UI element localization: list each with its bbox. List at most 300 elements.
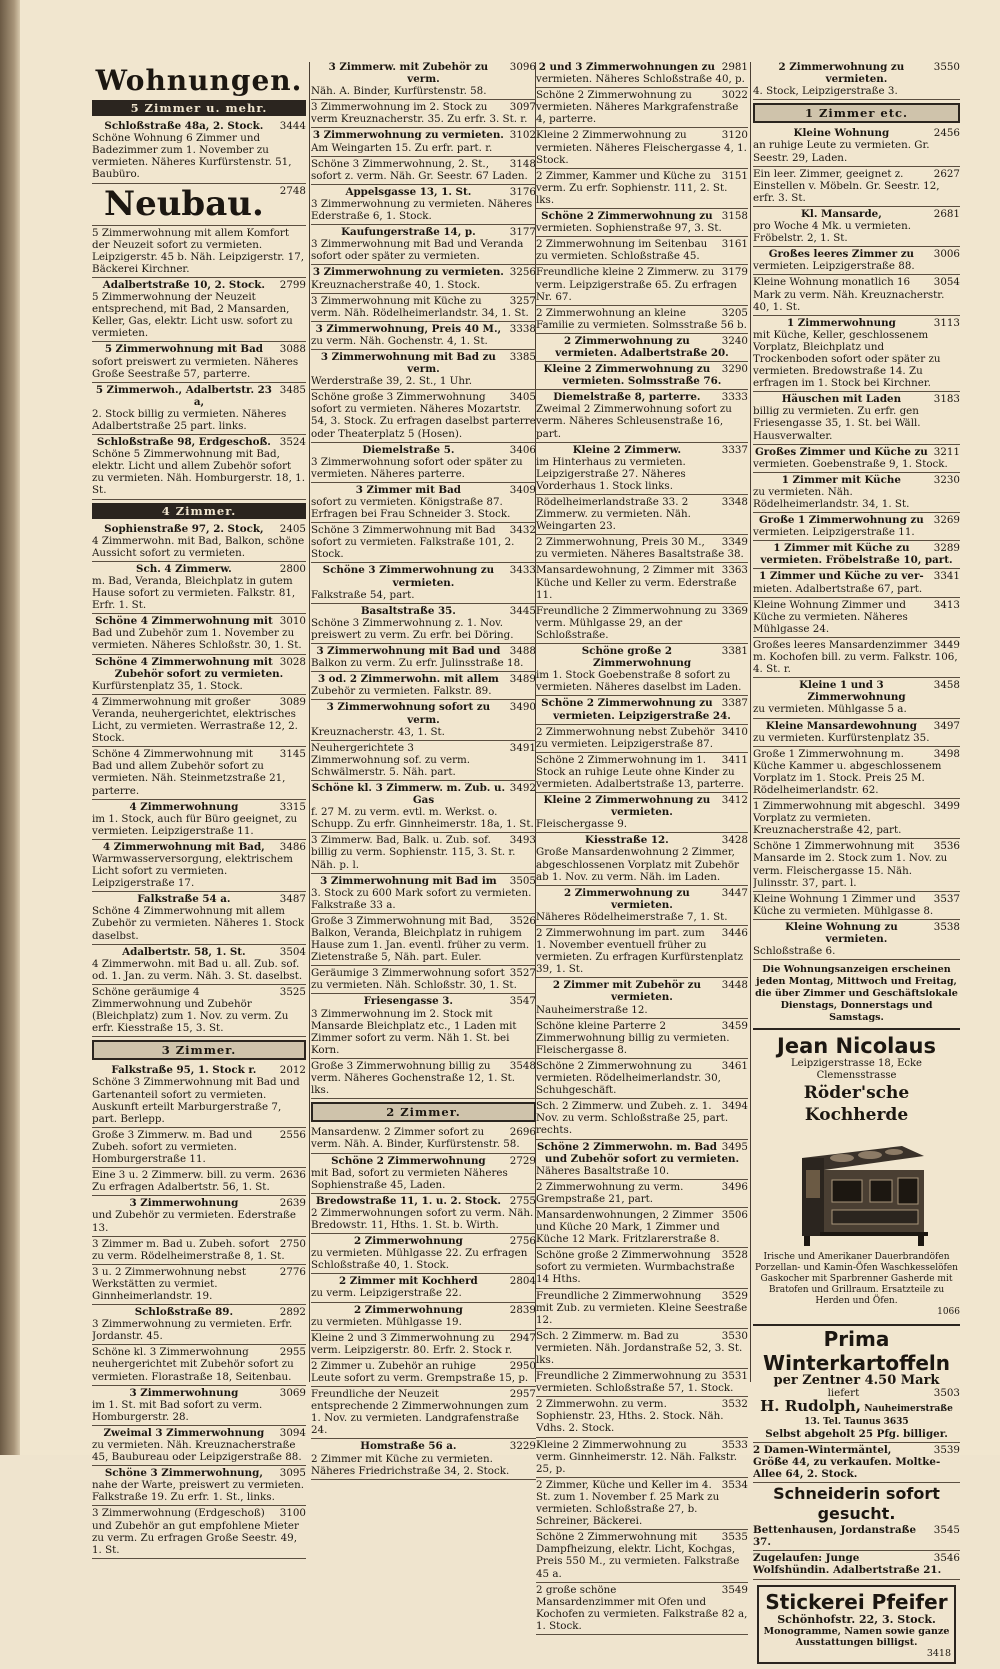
section-header: 4 Zimmer. (92, 503, 306, 519)
ad-number: 3145 (279, 748, 306, 761)
ad-number: 3069 (279, 1386, 306, 1399)
advertiser-address: Nauheimerstraße 13. Tel. Taunus 3635 (804, 1403, 953, 1427)
ad-headline: 1 Zimmerwohnung (786, 316, 896, 329)
classified-ad (536, 1397, 748, 1437)
ad-text: und Zubehör zu vermieten. Ederstraße 13. (92, 1209, 296, 1234)
classified-ad (311, 1359, 536, 1387)
ad-text: Am Weingarten 15. Zu erfr. part. r. (311, 141, 493, 154)
ad-number: 1066 (937, 1307, 960, 1318)
ad-number: 3538 (933, 920, 960, 933)
ad-number: 2892 (279, 1306, 306, 1319)
ad-text: 2 Zimmerwohnung nebst Zubehör zu vermieten. Leipzigerstraße 87. (536, 725, 715, 750)
classified-ad (753, 678, 960, 718)
classified-ad (92, 1506, 306, 1558)
ad-text: Sch. 2 Zimmerw. m. Bad zu vermieten. Näh. Jordanstraße 52, 3. St. lks. (536, 1329, 743, 1366)
ad-text: 3 Zimmerwohnung im 2. Stock zu verm Kreuznacherstr. 35. Zu erfr. 3. St. r. (311, 101, 528, 126)
ad-text: 3. Stock zu 600 Mark sofort zu vermieten. Falkstraße 33 a. (311, 886, 532, 911)
ad-text: liefert (827, 1387, 860, 1400)
ad-text: 1 Zimmerwohnung mit abgeschl. Vorplatz zu vermieten. Kreuznacherstraße 42, part. (753, 800, 926, 837)
ad-text: 2. Stock billig zu vermieten. Näheres Adalbertstraße 25 part. links. (92, 407, 287, 432)
ad-headline: Schöne große 2 Zimmerwohnung (581, 645, 692, 670)
classified-ad (536, 1140, 748, 1180)
ad-text: Großes leeres Mansardenzimmer m. Kochofen bill. zu verm. Falkstr. 106, 4. St. r. (753, 638, 958, 676)
column-1 (92, 60, 306, 1559)
ad-text: Monogramme, Namen sowie ganze Ausstattungen billigst. (763, 1625, 950, 1648)
classified-ad (311, 294, 536, 322)
classified-ad (536, 128, 748, 168)
classified-ad (753, 392, 960, 444)
classified-ad (92, 1265, 306, 1305)
ad-number: 3381 (721, 645, 748, 658)
ad-text: Bad und Zubehör zum 1. November zu vermieten. Näheres Schloßstr. 30, 1. St. (92, 627, 302, 652)
ad-number: 3089 (279, 695, 306, 708)
classified-ad (92, 1237, 306, 1265)
classified-ad (92, 383, 306, 435)
ad-text: Selbst abgeholt 25 Pfg. billiger. (765, 1427, 948, 1440)
classified-ad (92, 695, 306, 747)
ad-text: zu vermieten. Kurfürstenplatz 35. (753, 731, 930, 744)
ad-number: 2957 (509, 1388, 536, 1401)
ad-text: an ruhige Leute zu vermieten. Gr. Seestr. 29, Laden. (753, 139, 930, 164)
ad-text: Schöne 2 Zimmerwohnung zu vermieten. Näheres Markgrafenstraße 4, parterre. (536, 89, 739, 126)
ad-text: Freundliche 2 Zimmerwohnung zu verm. Mühlgasse 29, an der Schloßstraße. (536, 604, 717, 641)
ad-headline: Schloßstraße 89. (134, 1306, 234, 1319)
section-header: 3 Zimmer. (92, 1040, 306, 1060)
ad-number: 3413 (933, 598, 960, 611)
ad-number: 2636 (279, 1169, 306, 1182)
ad-number: 3550 (933, 61, 960, 73)
ad-number: 3363 (721, 564, 748, 577)
ad-text: Schöne 5 Zimmerwohnung mit Bad, elektr. Licht und allem Zubehör sofort zu vermieten. Näh. Homburgerstr. 18, 1. St. (92, 448, 305, 497)
ad-number: 3094 (279, 1426, 306, 1439)
classified-ad (92, 840, 306, 892)
ad-text: Warmwasserversorgung, elektrischem Licht sofort zu vermieten. Leipzigerstraße 17. (92, 852, 293, 890)
classified-ad (92, 800, 306, 840)
section-header: 5 Zimmer u. mehr. (92, 100, 306, 116)
classified-ad (536, 1099, 748, 1139)
ad-text: im 1. Stock, auch für Büro geeignet, zu vermieten. Leipzigerstraße 11. (92, 812, 298, 837)
ad-number: 3010 (279, 615, 306, 628)
ad-text: vermieten. Goebenstraße 9, 1. Stock. (753, 457, 948, 470)
classified-ad (92, 614, 306, 654)
ad-text: 2 Zimmerwohnung zu verm. Grempstraße 21, part. (536, 1180, 684, 1205)
ad-headline: Neubau. (103, 183, 264, 224)
ad-headline: Schloßstraße 48a, 2. Stock. (104, 120, 264, 133)
classified-ad (753, 920, 960, 960)
ad-number: 3505 (509, 874, 536, 887)
ad-number: 3097 (509, 101, 536, 114)
classified-ad (92, 119, 306, 183)
ad-number: 3333 (721, 391, 748, 404)
ad-headline: 2 Zimmer mit Zubehör zu vermieten. (552, 979, 701, 1004)
ad-number: 3179 (721, 266, 748, 279)
ad-text: zu vermieten. Näh. Kreuznacherstraße 45, Baubureau oder Leipzigerstraße 88. (92, 1439, 302, 1464)
ad-text: zu vermieten. Mühlgasse 22. Zu erfragen Schloßstraße 40, 1. Stock. (311, 1247, 528, 1272)
classified-ad (311, 1234, 536, 1274)
ad-text: Schöne 4 Zimmerwohnung mit allem Zubehör zu vermieten. Näheres 1. Stock daselbst. (92, 905, 305, 942)
classified-ad (311, 225, 536, 265)
ad-headline: 3 Zimmerwohnung sofort zu verm. (326, 701, 491, 726)
classified-ad (311, 604, 536, 644)
ad-number: 2012 (279, 1064, 306, 1077)
ad-text: Mansardenwohnungen, 2 Zimmer und Küche 20 Mark, 1 Zimmer und Küche 12 Mark. Fritzlarerstraße 8. (536, 1208, 720, 1246)
ad-text: zu vermieten. Näh. Rödelheimerlandstr. 34, 1. St. (753, 485, 910, 510)
classified-ad (92, 1128, 306, 1168)
classified-ad (753, 275, 960, 315)
classified-ad (311, 483, 536, 523)
ad-text: Schöne kleine Parterre 2 Zimmerwohnung billig zu vermieten. Fleischergasse 8. (536, 1019, 730, 1056)
classified-ad (92, 985, 306, 1037)
ad-text: zu vermieten. Mühlgasse 5 a. (753, 703, 907, 716)
ad-headline: 3 Zimmerw. mit Zubehör zu verm. (328, 61, 489, 86)
ad-number: 3113 (933, 316, 960, 329)
ad-text: vermieten. Leipzigerstraße 11. (753, 526, 915, 539)
ad-headline: 2 Zimmerwohnung (353, 1303, 463, 1316)
classified-ad (753, 799, 960, 839)
ad-text: 3 Zimmerwohnung mit Bad und Veranda sofort oder später zu vermieten. (311, 238, 524, 263)
ad-headline: Schöne 2 Zimmerwohnung (331, 1154, 486, 1167)
ad-text: 4 Zimmerwohn. mit Bad u. all. Zub. sof. od. 1. Jan. zu verm. Näh. 3. St. daselbst. (92, 957, 303, 982)
ad-headline: Kleine 2 Zimmerwohnung zu vermieten. (543, 794, 711, 819)
ad-number: 2755 (509, 1194, 536, 1207)
ad-headline: Diemelstraße 5. (362, 443, 455, 456)
ad-headline: Appelsgasse 13, 1. St. (345, 185, 472, 198)
ad-number: 3095 (279, 1467, 306, 1480)
ad-number: 3432 (509, 524, 536, 537)
classified-ad (311, 390, 536, 442)
ad-number: 3158 (721, 210, 748, 223)
ad-headline: Schöne 2 Zimmerwohnung zu (541, 210, 713, 223)
ad-headline: 3 Zimmerwohnung mit Bad und (316, 645, 501, 658)
ad-number: 2748 (279, 184, 306, 197)
ad-text: 4 Zimmerwohn. mit Bad, Balkon, schöne Aussicht sofort zu vermieten. (92, 534, 305, 559)
ad-number: 3022 (721, 89, 748, 102)
ad-number: 3503 (933, 1387, 960, 1400)
ad-text: Kleine Wohnung 1 Zimmer und Küche zu vermieten. Mühlgasse 8. (753, 892, 934, 917)
ad-number: 3444 (279, 120, 306, 133)
classified-ad (753, 247, 960, 275)
classified-ad (92, 342, 306, 382)
classified-ad (536, 88, 748, 128)
ad-text: im 1. St. mit Bad sofort zu verm. Homburgerstr. 28. (92, 1398, 263, 1423)
classified-ad (311, 100, 536, 128)
ad-text: Sch. 2 Zimmerw. und Zubeh. z. 1. Nov. zu verm. Schloßstraße 25, part. rechts. (536, 1100, 729, 1137)
ad-text: Freundliche 2 Zimmerwohnung mit Zub. zu vermieten. Kleine Seestraße 12. (536, 1289, 748, 1326)
ad-text: 2 Zimmerwohnung im Seitenbau zu vermieten. Schloßstraße 45. (536, 238, 708, 263)
classified-ad (311, 1154, 536, 1194)
ad-text: 2 Zimmerwohnungen sofort zu verm. Näh. Bredowstr. 11, Hths. 1. St. b. Wirth. (311, 1206, 534, 1231)
classified-ad (311, 563, 536, 603)
ad-text: Schöne 3 Zimmerwohnung, 2. St., sofort z. verm. Näh. Gr. Seestr. 67 Laden. (311, 157, 528, 182)
ad-text: 4. Stock, Leipzigerstraße 3. (753, 85, 898, 98)
ad-headline: Bredowstraße 11, 1. u. 2. Stock. (315, 1194, 501, 1207)
classified-ad (753, 569, 960, 597)
ad-number: 3549 (721, 1583, 748, 1596)
ad-number: 3533 (721, 1438, 748, 1451)
ad-number: 2405 (279, 522, 306, 535)
classified-ad (536, 725, 748, 753)
ad-headline: 5 Zimmerwoh., Adalbertstr. 23 a, (95, 383, 272, 408)
ad-number: 2456 (933, 127, 960, 140)
ad-headline: Kleine 2 Zimmerwohnung zu vermieten. Solmsstraße 76. (543, 363, 722, 388)
ad-number: 3485 (279, 383, 306, 396)
ad-number: 3006 (933, 248, 960, 261)
ad-number: 3289 (933, 542, 960, 555)
ad-number: 3448 (721, 979, 748, 992)
ad-text: Näheres Basaltstraße 10. (536, 1164, 670, 1177)
ad-number: 3148 (509, 157, 536, 170)
ad-text: 5 Zimmerwohnung der Neuzeit entsprechend, mit Bad, 2 Mansarden, Keller, Gas, elektr. Licht usw. sofort zu vermieten. (92, 291, 293, 340)
ad-number: 3449 (933, 638, 960, 651)
classified-ad (753, 1483, 960, 1551)
ad-number: 2639 (279, 1197, 306, 1210)
ad-number: 2756 (509, 1235, 536, 1248)
ad-text: Näheres Rödelheimerstraße 7, 1. St. (536, 910, 728, 923)
ad-number: 3525 (279, 985, 306, 998)
ad-text: Kreuznacherstr. 43, 1. St. (311, 725, 445, 738)
ad-number: 3546 (933, 1552, 960, 1565)
classified-ad (753, 60, 960, 100)
classified-ad (92, 1426, 306, 1466)
ad-number: 3205 (721, 306, 748, 319)
classified-ad (536, 563, 748, 603)
ad-text: Große 3 Zimmerwohnung mit Bad, Balkon, Veranda, Bleichplatz in ruhigem Hause zum 1. Jan. eventl. früher zu verm. Zietenstraße 5, Näh. part. Euler. (311, 914, 530, 964)
ad-number: 2981 (721, 61, 748, 73)
ad-text: 2 Damen-Wintermäntel, Größe 44, zu verkaufen. Moltke-Allee 64, 2. Stock. (753, 1443, 941, 1481)
ad-text: 3 Zimmerwohnung zu vermieten. Erfr. Jordanstr. 45. (92, 1318, 293, 1343)
ad-headline: Großes Zimmer und Küche zu (754, 445, 928, 458)
classified-ad (536, 334, 748, 362)
advertiser-products-text: Irische und Amerikaner Dauerbrandöfen Porzellan- und Kamin-Öfen Waschkesselöfen Gaskocher mit Sparbrenner Gasherde mit Bratofen und Grillraum. Ersatzteile zu Herden und Öfen. (755, 1252, 958, 1307)
ad-text: 2 Zimmerwohn. zu verm. Sophienstr. 23, Hths. 2. Stock. Näh. Vdhs. 2. Stock. (536, 1398, 724, 1435)
ad-number: 3348 (721, 496, 748, 508)
stove-illustration (782, 1130, 932, 1248)
ad-headline: 4 Zimmerwohnung mit Bad, (103, 840, 265, 853)
ad-text: vermieten. Näheres Schloßstraße 40, p. (536, 73, 745, 86)
ad-text: Kleine 2 Zimmerwohnung zu verm. Ginnheimerstr. 12. Näh. Falkstr. 25, p. (536, 1438, 738, 1475)
ad-number: 3539 (933, 1443, 960, 1456)
ad-headline: Kleine Wohnung (793, 127, 890, 140)
advertiser-name: H. Rudolph, (760, 1396, 861, 1415)
section-header: 1 Zimmer etc. (753, 103, 960, 123)
ad-text: Kleine 2 und 3 Zimmerwohnung zu verm. Leipzigerstr. 80. Erfr. 2. Stock r. (311, 1331, 513, 1356)
ad-text: Kleine 2 Zimmerwohnung zu vermieten. Näheres Fleischergasse 4, 1. Stock. (536, 129, 747, 166)
classified-ad (92, 1168, 306, 1196)
classified-ad (311, 781, 536, 833)
ad-number: 3489 (509, 673, 536, 686)
book-spine (0, 0, 20, 1455)
classified-ad (753, 892, 960, 920)
ad-headline: 2 Zimmerwohnung zu vermieten. (778, 61, 905, 86)
classified-ad (92, 562, 306, 614)
ad-number: 2750 (279, 1237, 306, 1250)
ad-number: 3524 (279, 436, 306, 449)
classified-ad (311, 914, 536, 966)
ad-number: 3486 (279, 840, 306, 853)
ad-headline: Häuschen mit Laden (781, 393, 902, 406)
advertisement-stickerei (757, 1585, 956, 1664)
ad-text: nahe der Warte, preiswert zu vermieten. Falkstraße 19. Zu erfr. 1. St., links. (92, 1479, 305, 1504)
ad-number: 3537 (933, 892, 960, 905)
ad-number: 3487 (279, 893, 306, 906)
classified-ad (536, 535, 748, 563)
classified-ad (536, 1208, 748, 1248)
ad-number: 3096 (509, 61, 536, 73)
ad-headline: 2 Zimmerwohnung zu vermieten. (564, 886, 690, 911)
classified-ad (311, 157, 536, 185)
ad-text: mit Küche, Keller, geschlossenem Vorplatz, Bleichplatz und Trockenboden sofort oder später zu vermieten. Bredowstraße 14. Zu erfragen im 1. Stock bei Kirchner. (753, 328, 941, 390)
classified-ad (536, 833, 748, 885)
ad-text: 3 Zimmerwohnung mit Küche zu verm. Näh. Rödelheimerlandstr. 34, 1. St. (311, 294, 529, 319)
classified-ad (536, 306, 748, 334)
classified-ad (311, 1059, 536, 1099)
ad-number: 3447 (721, 886, 748, 899)
ad-headline: Friesengasse 3. (363, 995, 453, 1008)
classified-ad (536, 926, 748, 978)
classified-ad (536, 886, 748, 926)
classified-ad (753, 839, 960, 891)
ad-text: Freundliche 2 Zimmerwohnung zu vermieten. Schloßstraße 57, 1. Stock. (536, 1370, 734, 1395)
ad-number: 3490 (509, 701, 536, 714)
ad-headline: 3 Zimmerwohnung zu vermieten. (312, 129, 504, 142)
ad-number: 3406 (509, 443, 536, 456)
ad-headline: Schöne 2 Zimmerwohnung zu vermieten. Leipzigerstraße 24. (541, 697, 731, 722)
ad-number: 3433 (509, 564, 536, 577)
classified-ad (311, 60, 536, 100)
ad-text: Schöne 3 Zimmerwohnung mit Bad und Gartenanteil sofort zu vermieten. Auskunft erteilt Marburgerstraße 7, part. Berlepp. (92, 1076, 300, 1125)
ad-headline: Diemelstraße 8, parterre. (553, 391, 701, 404)
ad-headline: 3 Zimmerwohnung, Preis 40 M., (315, 322, 502, 335)
ad-text: 2 Zimmer u. Zubehör an ruhige Leute sofort zu verm. Grempstraße 15, p. (311, 1359, 529, 1384)
ad-number: 3428 (721, 834, 748, 847)
classified-ad (753, 207, 960, 247)
ad-number: 3459 (721, 1019, 748, 1032)
classified-ad (311, 322, 536, 350)
column-2 (311, 60, 536, 1480)
ad-number: 3504 (279, 945, 306, 958)
column-4 (753, 60, 960, 1669)
page-title: Wohnungen. (95, 64, 303, 97)
ad-number: 3054 (933, 276, 960, 289)
ad-number: 3269 (933, 514, 960, 527)
ad-number: 3446 (721, 927, 748, 939)
classified-ad (311, 1439, 536, 1479)
ad-number: 3496 (721, 1180, 748, 1193)
ad-text: Schöne 2 Zimmerwohnung im 1. Stock an ruhige Leute ohne Kinder zu vermieten. Adalbertstraße 13, parterre. (536, 753, 745, 790)
ad-text: mit Bad, sofort zu vermieten Näheres Sophienstraße 45, Laden. (311, 1166, 508, 1191)
classified-ad (311, 833, 536, 873)
ad-headline: 3 Zimmerwohnung mit Bad im (320, 874, 497, 887)
ad-number: 3183 (933, 393, 960, 406)
classified-ad (311, 265, 536, 293)
ad-number: 2804 (509, 1275, 536, 1288)
classified-ad (753, 1551, 960, 1579)
ad-number: 3100 (279, 1507, 306, 1520)
classified-ad (536, 495, 748, 535)
ad-number: 3102 (509, 129, 536, 142)
ad-headline: 1 Zimmer mit Küche zu vermieten. Fröbelstraße 10, part. (760, 542, 953, 567)
classified-ad (311, 672, 536, 700)
ad-number: 2681 (933, 207, 960, 220)
ad-text: billig zu vermieten. Zu erfr. gen Friesengasse 35, 1. St. bei Wäll. Hausverwalter. (753, 405, 921, 442)
classified-ad (311, 1125, 536, 1153)
ad-number: 3369 (721, 604, 748, 617)
classified-ad (92, 226, 306, 278)
ad-text: 2 große schöne Mansardenzimmer mit Ofen und Kochofen zu vermieten. Falkstraße 82 a, 1. Stock. (536, 1583, 748, 1632)
ad-number: 3547 (509, 995, 536, 1008)
ad-text: im Hinterhaus zu vermieten. Leipzigerstraße 27. Näheres Vorderhaus 1. Stock links. (536, 455, 686, 492)
ad-number: 3532 (721, 1398, 748, 1411)
ad-number: 3498 (933, 747, 960, 760)
column-rule (750, 62, 751, 1382)
ad-text: 2 Zimmerwohnung an kleine Familie zu vermieten. Solmsstraße 56 b. (536, 306, 747, 331)
ad-headline: Kiesstraße 12. (585, 834, 669, 847)
ad-text: im 1. Stock Goebenstraße 8 sofort zu vermieten. Näheres daselbst im Laden. (536, 669, 742, 694)
ad-text: Balkon zu verm. Zu erfr. Julinsstraße 18. (311, 657, 524, 670)
classified-ad (311, 523, 536, 563)
ad-text: Schöne geräumige 4 Zimmerwohnung und Zubehör (Bleichplatz) zum 1. Nov. zu verm. Zu erfr. Kiesstraße 15, 3. St. (92, 985, 289, 1035)
notice-text: Die Wohnungsanzeigen erscheinen jeden Montag, Mittwoch und Freitag, die über Zimmer und Geschäftslokale Dienstags, Donnerstags und Samstags. (753, 960, 960, 1030)
ad-number: 3531 (721, 1370, 748, 1383)
classified-ad (92, 435, 306, 499)
ad-text: Schöne Wohnung 6 Zimmer und Badezimmer zum 1. November zu vermieten. Näheres Kurfürstenstr. 51, Baubüro. (92, 132, 292, 181)
classified-ad (536, 1583, 748, 1635)
ad-text: Schöne 2 Zimmerwohnung zu vermieten. Rödelheimerlandstr. 30, Schuhgeschäft. (536, 1059, 721, 1097)
classified-ad (92, 945, 306, 985)
ad-number: 3151 (721, 169, 748, 182)
advertiser-address: Leipzigerstrasse 18, Ecke Clemensstrasse (791, 1058, 922, 1082)
classified-ad (311, 874, 536, 914)
ad-headline: Große 1 Zimmerwohnung zu (758, 514, 924, 527)
ad-text: Nauheimerstraße 12. (536, 1003, 648, 1016)
classified-ad (536, 1059, 748, 1099)
ad-headline: Homstraße 56 a. (360, 1440, 457, 1453)
ad-number: 3492 (509, 781, 536, 794)
ad-number: 2556 (279, 1128, 306, 1141)
classified-ad (753, 638, 960, 678)
ad-text: 2 Zimmer mit Küche zu vermieten. Näheres Friedrichstraße 34, 2. Stock. (311, 1452, 510, 1477)
classified-ad (536, 237, 748, 265)
ad-text: Geräumige 3 Zimmerwohnung sofort zu vermieten. Näh. Schloßstr. 30, 1. St. (311, 967, 517, 992)
ad-text: f. 27 M. zu verm. evtl. m. Werkst. o. Schupp. Zu erfr. Ginnheimerstr. 18a, 1. St. (311, 806, 534, 831)
ad-headline: Sophienstraße 97, 2. Stock, (104, 522, 264, 535)
classified-ad (536, 1329, 748, 1369)
ad-number: 3495 (721, 1140, 748, 1153)
column-3 (536, 60, 748, 1635)
classified-ad (753, 445, 960, 473)
classified-ad (92, 1466, 306, 1506)
ad-number: 3088 (279, 343, 306, 356)
ad-text: Näh. A. Binder, Kurfürstenstr. 58. (311, 85, 487, 98)
ad-text: 3 Zimmer m. Bad u. Zubeh. sofort zu verm. Rödelheimerstraße 8, 1. St. (92, 1237, 285, 1262)
classified-ad (311, 1274, 536, 1302)
classified-ad (536, 265, 748, 305)
classified-ad (311, 350, 536, 390)
ad-number: 3530 (721, 1329, 748, 1342)
ad-text: Große 1 Zimmerwohnung m. Küche Kammer u. abgeschlossenem Vorplatz im 1. Stock. Preis 25 M. Rödelheimerlandstr. 62. (753, 747, 942, 796)
ad-number: 3337 (721, 443, 748, 456)
ad-headline: Basaltstraße 35. (360, 604, 456, 617)
ad-headline: 3 Zimmerwohnung mit Bad zu verm. (320, 350, 496, 376)
ad-number: 3410 (721, 725, 748, 738)
ad-number: 3240 (721, 334, 748, 347)
ad-number: 3528 (721, 1249, 748, 1262)
classified-ad (536, 793, 748, 833)
ad-text: Kreuznacherstraße 40, 1. Stock. (311, 278, 481, 291)
ad-number: 3488 (509, 645, 536, 658)
ad-headline: Adalbertstraße 10, 2. Stock. (102, 278, 265, 291)
ad-headline: Kleine Mansardewohnung (765, 719, 917, 732)
